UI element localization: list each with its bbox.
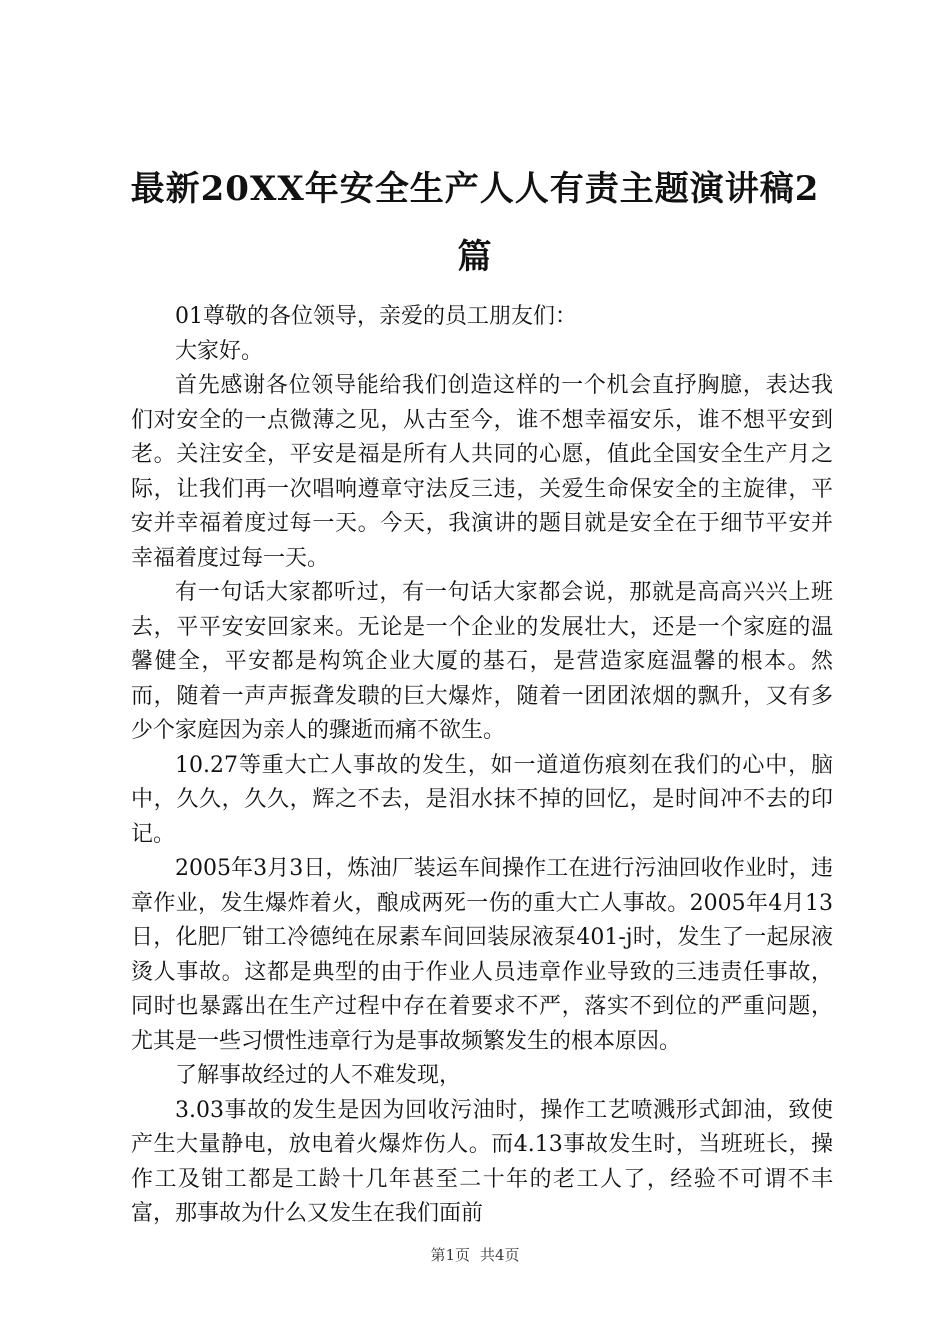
paragraph: 了解事故经过的人不难发现， <box>175 1063 462 1088</box>
document-title: 最新20XX年安全生产人人有责主题演讲稿2篇 <box>130 169 820 277</box>
page-total: 共4页 <box>480 1246 520 1264</box>
paragraph-salutation: 01尊敬的各位领导，亲爱的员工朋友们： <box>175 304 577 329</box>
paragraph: 3.03事故的发生是因为回收污油时，操作工艺喷溅形式卸油，致使产生大量静电，放电着火爆炸伤人。而4.13事故发生时，当班班长，操作工及钳工都是工龄十几年甚至二十年的老工人了，经验不可谓不丰富，那事故为什么又发生在我们面前 <box>131 1097 833 1226</box>
paragraph: 2005年3月3日，炼油厂装运车间操作工在进行污油回收作业时，违章作业，发生爆炸着火，酿成两死一伤的重大亡人事故。2005年4月13日，化肥厂钳工冷德纯在尿素车间回装尿液泵401-j时，发生了一起尿液烫人事故。这都是典型的由于作业人员违章作业导致的三违责任事故，同时也暴露出在生产过程中存在着要求不严，落实不到位的严重问题，尤其是一些习惯性违章行为是事故频繁发生的根本原因。 <box>131 856 833 1054</box>
page-number: 第1页 <box>430 1246 470 1264</box>
paragraph-greeting: 大家好。 <box>175 338 264 364</box>
document-body <box>131 300 833 1232</box>
paragraph: 10.27等重大亡人事故的发生，如一道道伤痕刻在我们的心中，脑中，久久，久久，辉之不去，是泪水抹不掉的回忆，是时间冲不去的印记。 <box>131 752 833 847</box>
paragraph: 首先感谢各位领导能给我们创造这样的一个机会直抒胸臆，表达我们对安全的一点微薄之见，从古至今，谁不想幸福安乐，谁不想平安到老。关注安全，平安是福是所有人共同的心愿，值此全国安全生产月之际，让我们再一次唱响遵章守法反三违，关爱生命保安全的主旋律，平安并幸福着度过每一天。今天，我演讲的题目就是安全在于细节平安并幸福着度过每一天。 <box>131 373 833 571</box>
paragraph: 有一句话大家都听过，有一句话大家都会说，那就是高高兴兴上班去，平平安安回家来。无论是一个企业的发展壮大，还是一个家庭的温馨健全，平安都是构筑企业大厦的基石，是营造家庭温馨的根本。然而，随着一声声振聋发聩的巨大爆炸，随着一团团浓烟的飘升，又有多少个家庭因为亲人的骤逝而痛不欲生。 <box>131 580 833 743</box>
page-footer <box>0 1244 950 1265</box>
